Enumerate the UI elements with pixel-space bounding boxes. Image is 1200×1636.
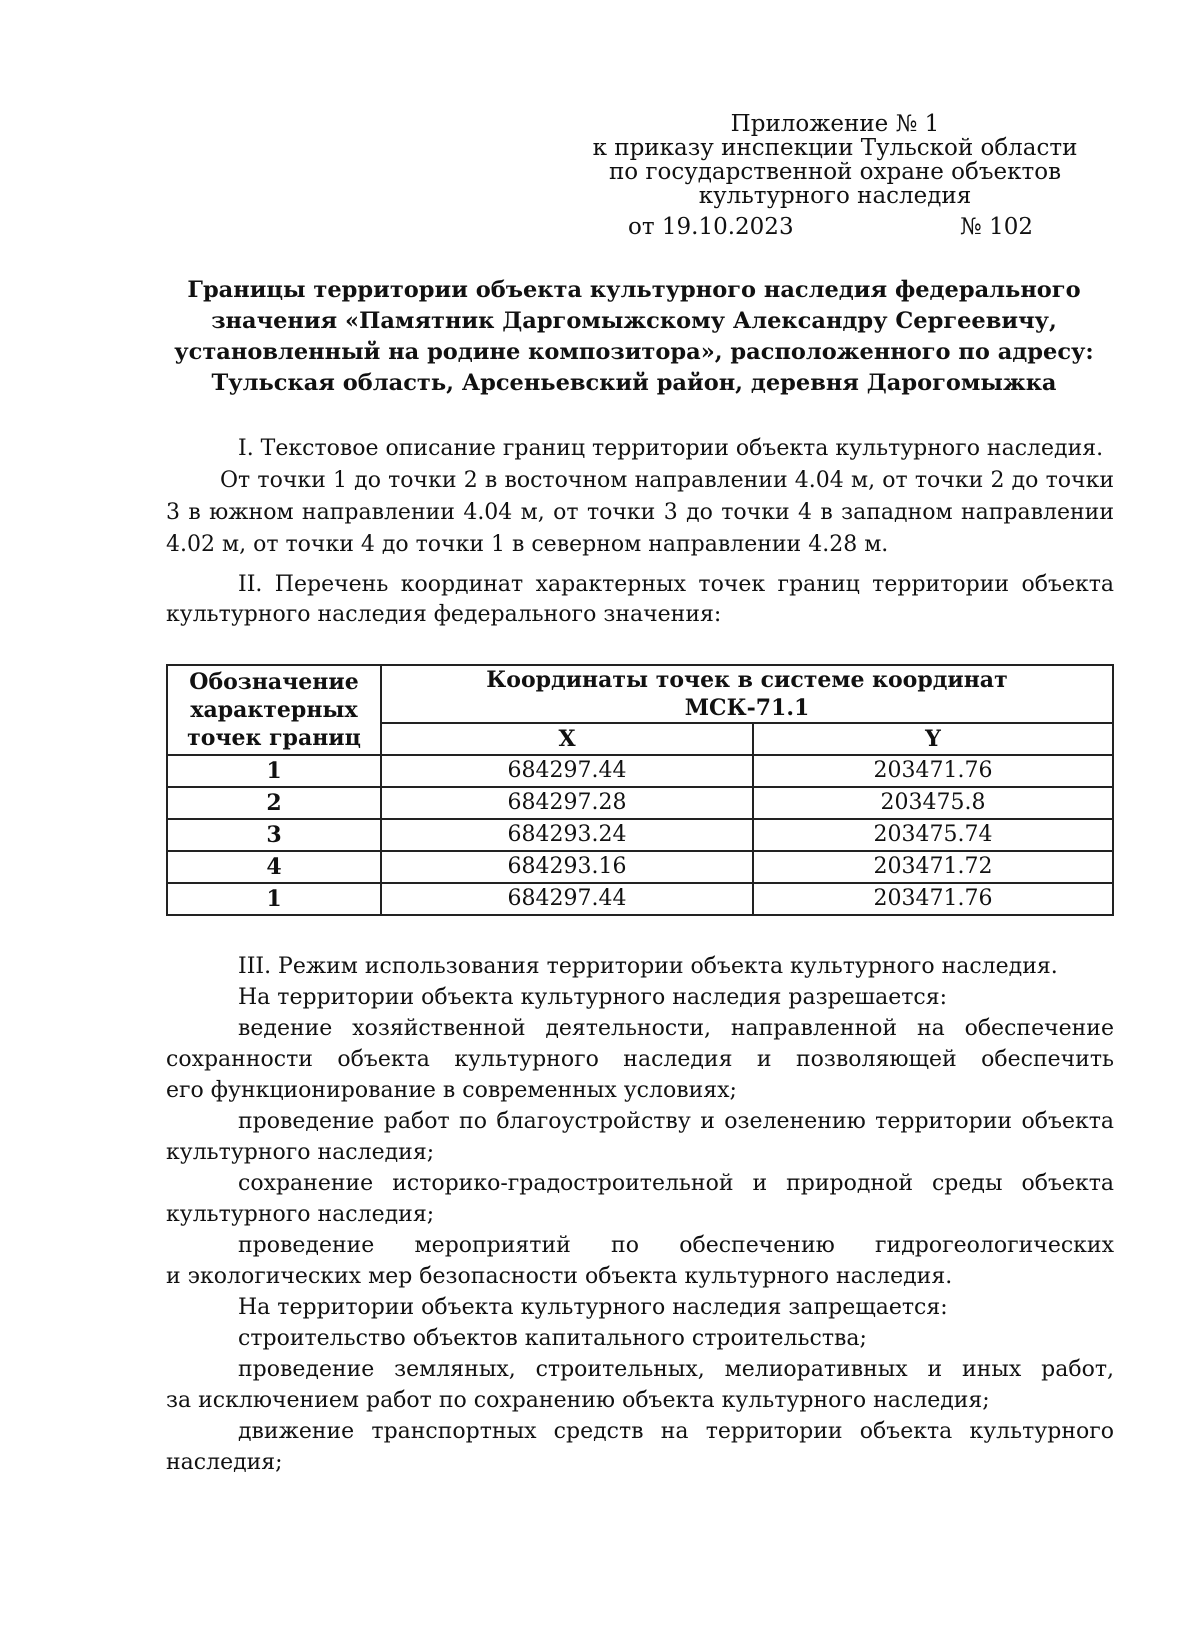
coordinates-header: Координаты точек в системе координат МСК-71.1 — [381, 665, 1113, 723]
forbidden-intro: На территории объекта культурного наследия запрещается: — [238, 1295, 948, 1320]
forbidden-item-line: наследия; — [166, 1450, 283, 1475]
allowed-item-line: сохранности объекта культурного наследия и позволяющей обеспечить — [166, 1047, 1114, 1072]
forbidden-item-line: строительство объектов капитального строительства; — [238, 1326, 867, 1351]
allowed-intro: На территории объекта культурного наследия разрешается: — [238, 985, 948, 1010]
section-1-line: От точки 1 до точки 2 в восточном направлении 4.04 м, от точки 2 до точки — [220, 468, 1114, 493]
appendix-line: к приказу инспекции Тульской области — [592, 135, 1078, 161]
table-row — [167, 787, 1113, 819]
x-cell: 684297.28 — [381, 787, 753, 819]
appendix-line: культурного наследия — [698, 183, 972, 209]
table-row — [167, 851, 1113, 883]
y-cell: 203471.72 — [753, 851, 1113, 883]
forbidden-item-line: движение транспортных средств на территории объекта культурного — [238, 1419, 1114, 1444]
allowed-item-line: культурного наследия; — [166, 1202, 435, 1227]
x-cell: 684293.24 — [381, 819, 753, 851]
title-line: Границы территории объекта культурного наследия федерального — [187, 277, 1081, 303]
title-line: значения «Памятник Даргомыжскому Александру Сергеевичу, — [211, 308, 1057, 334]
y-cell: 203475.8 — [753, 787, 1113, 819]
allowed-item-line: проведение мероприятий по обеспечению гидрогеологических — [238, 1233, 1114, 1258]
x-column-header: X — [381, 723, 753, 755]
table-row — [167, 819, 1113, 851]
order-date: от 19.10.2023 — [628, 214, 794, 240]
allowed-item-line: и экологических мер безопасности объекта культурного наследия. — [166, 1264, 953, 1289]
title-line: установленный на родине композитора», расположенного по адресу: — [174, 339, 1094, 365]
coordinates-table — [166, 664, 1114, 916]
point-cell: 1 — [167, 883, 381, 915]
table-header-row — [167, 665, 1113, 723]
section-2 — [166, 570, 1114, 630]
x-cell: 684297.44 — [381, 755, 753, 787]
point-cell: 1 — [167, 755, 381, 787]
section-3 — [166, 951, 1114, 1478]
order-number: № 102 — [960, 214, 1033, 240]
title-line: Тульская область, Арсеньевский район, деревня Дарогомыжка — [211, 370, 1057, 396]
table-row — [167, 755, 1113, 787]
appendix-title: Приложение № 1 — [730, 111, 940, 137]
document-title — [160, 275, 1108, 399]
forbidden-item-line: за исключением работ по сохранению объекта культурного наследия; — [166, 1388, 990, 1413]
point-cell: 2 — [167, 787, 381, 819]
section-1-line: 4.02 м, от точки 4 до точки 1 в северном направлении 4.28 м. — [166, 532, 889, 557]
section-1 — [166, 433, 1114, 561]
y-cell: 203471.76 — [753, 883, 1113, 915]
allowed-item-line: проведение работ по благоустройству и озеленению территории объекта — [238, 1109, 1114, 1134]
section-3-heading: III. Режим использования территории объекта культурного наследия. — [238, 954, 1058, 979]
allowed-item-line: его функционирование в современных условиях; — [166, 1078, 737, 1103]
appendix-block — [540, 112, 1130, 208]
appendix-line: по государственной охране объектов — [608, 159, 1062, 185]
forbidden-item-line: проведение земляных, строительных, мелиоративных и иных работ, — [238, 1357, 1114, 1382]
section-1-line: 3 в южном направлении 4.04 м, от точки 3 до точки 4 в западном направлении — [166, 500, 1114, 525]
points-column-header: Обозначение характерных точек границ — [167, 665, 381, 755]
allowed-item-line: ведение хозяйственной деятельности, направленной на обеспечение — [238, 1016, 1114, 1041]
y-column-header: Y — [753, 723, 1113, 755]
point-cell: 3 — [167, 819, 381, 851]
section-2-line: II. Перечень координат характерных точек границ территории объекта — [238, 572, 1114, 597]
section-1-heading: I. Текстовое описание границ территории объекта культурного наследия. — [238, 436, 1104, 461]
section-2-line: культурного наследия федерального значения: — [166, 602, 722, 627]
y-cell: 203471.76 — [753, 755, 1113, 787]
allowed-item-line: сохранение историко-градостроительной и природной среды объекта — [238, 1171, 1114, 1196]
point-cell: 4 — [167, 851, 381, 883]
x-cell: 684297.44 — [381, 883, 753, 915]
x-cell: 684293.16 — [381, 851, 753, 883]
y-cell: 203475.74 — [753, 819, 1113, 851]
allowed-item-line: культурного наследия; — [166, 1140, 435, 1165]
table-row — [167, 883, 1113, 915]
